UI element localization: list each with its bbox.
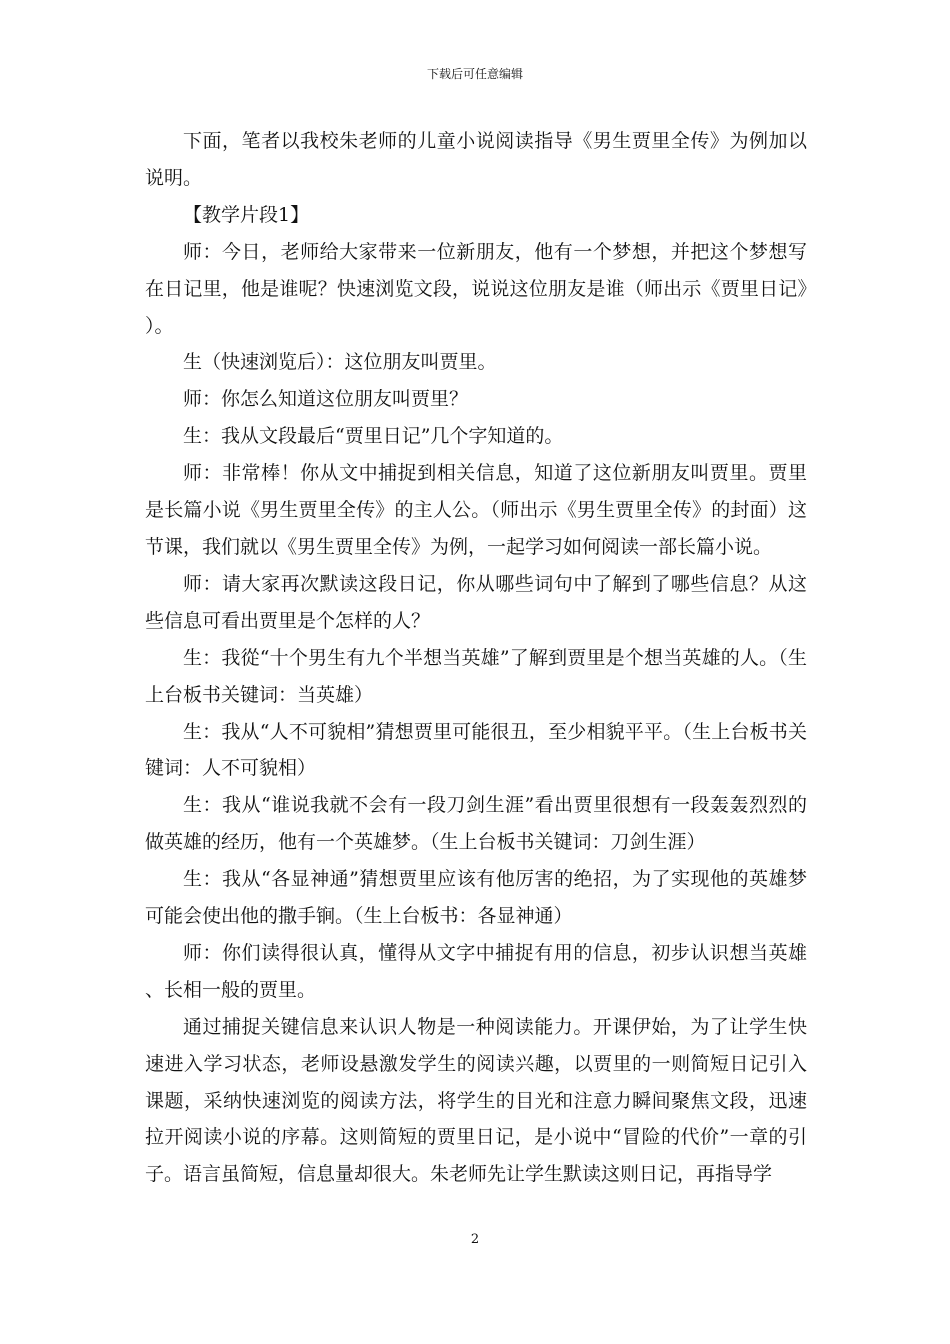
dialogue-paragraph: 生（快速浏览后）：这位朋友叫贾里。 <box>183 351 497 374</box>
analysis-paragraph: 通过捕捉关键信息来认识人物是一种阅读能力。开课伊始，为了让学生快速进入学习状态，老师设悬激发学生的阅读兴趣，以贾里的一则简短日记引入课题，采纳快速浏览的阅读方法，将学生的目光和注意力瞬间聚焦文段，迅速拉开阅读小说的序幕。这则简短的贾里日记，是小说中“冒险的代价”一章的引子。语言虽简短，信息量却很大。朱老师先让学生默读这则日记，再指导学 <box>145 1015 807 1186</box>
dialogue-paragraph: 师：请大家再次默读这段日记，你从哪些词句中了解到了哪些信息？从这些信息可看出贾里是个怎样的人？ <box>145 572 807 632</box>
dialogue-paragraph: 师：你怎么知道这位朋友叫贾里？ <box>183 388 469 411</box>
dialogue-paragraph: 生：我从“人不可貌相”猜想贾里可能很丑，至少相貌平平。（生上台板书关键词：人不可貌相） <box>145 720 807 780</box>
dialogue-paragraph: 生：我從“十个男生有九个半想当英雄”了解到贾里是个想当英雄的人。（生上台板书关键词：当英雄） <box>145 646 807 706</box>
document-body <box>145 123 807 1193</box>
page-number: 2 <box>470 1232 480 1247</box>
paragraph-intro: 下面，笔者以我校朱老师的儿童小说阅读指导《男生贾里全传》为例加以说明。 <box>145 130 807 189</box>
dialogue-paragraph: 师：你们读得很认真，懂得从文字中捕捉有用的信息，初步认识想当英雄、长相一般的贾里。 <box>145 941 807 1001</box>
dialogue-paragraph: 生：我从“各显神通”猜想贾里应该有他厉害的绝招，为了实现他的英雄梦可能会使出他的撒手锏。（生上台板书：各显神通） <box>145 868 807 928</box>
dialogue-paragraph: 生：我从文段最后“贾里日记”几个字知道的。 <box>183 425 564 448</box>
section-heading: 【教学片段1】 <box>183 203 310 226</box>
dialogue-paragraph: 生：我从“谁说我就不会有一段刀剑生涯”看出贾里很想有一段轰轰烈烈的做英雄的经历，他有一个英雄梦。（生上台板书关键词：刀剑生涯） <box>145 794 807 854</box>
dialogue-paragraph: 师：非常棒！你从文中捕捉到相关信息，知道了这位新朋友叫贾里。贾里是长篇小说《男生贾里全传》的主人公。（师出示《男生贾里全传》的封面）这节课，我们就以《男生贾里全传》为例，一起学习如何阅读一部长篇小说。 <box>145 462 807 558</box>
page-header: 下载后可任意编辑 <box>426 67 523 81</box>
dialogue-paragraph: 师：今日，老师给大家带来一位新朋友，他有一个梦想，并把这个梦想写在日记里，他是谁呢？快速浏览文段，说说这位朋友是谁（师出示《贾里日记》）。 <box>145 240 807 337</box>
